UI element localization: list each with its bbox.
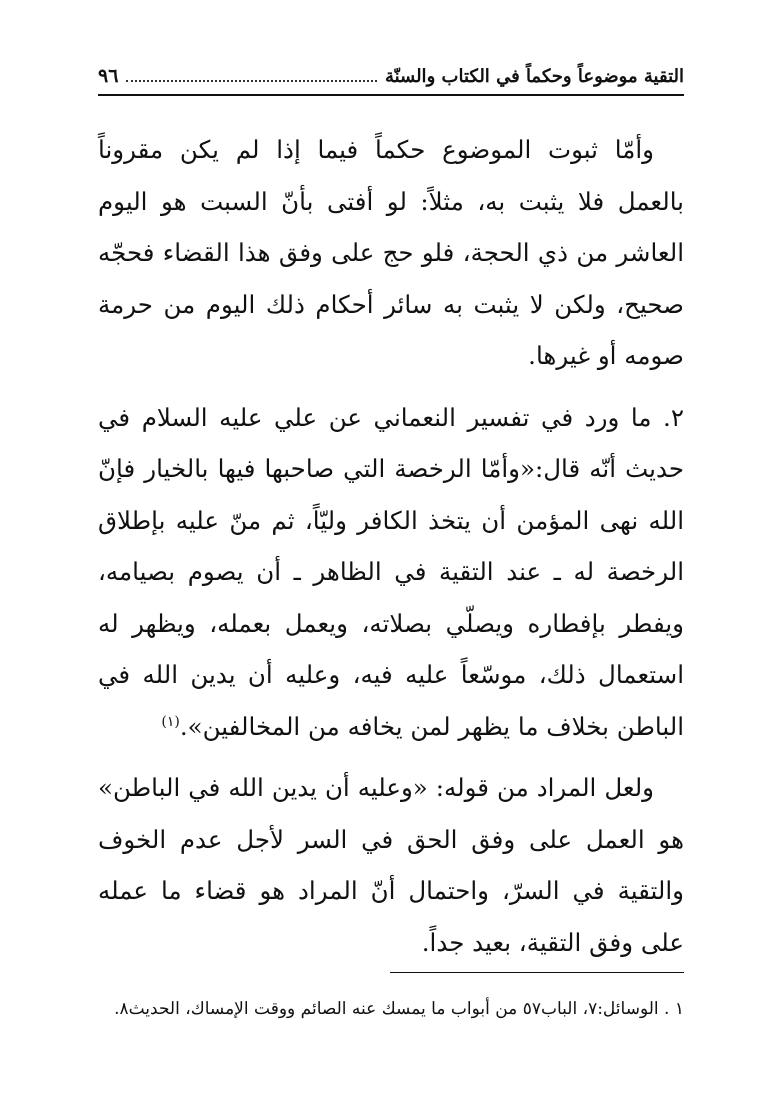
footnotes-section (98, 992, 684, 1026)
footnote-1: ١ . الوسائل:٧، الباب٥٧ من أبواب ما يمسك عنه الصائم ووقت الإمساك، الحديث٨. (114, 999, 684, 1019)
page-number: ٩٦ (98, 65, 119, 87)
header-leader-dots (126, 70, 377, 82)
footnote-reference: (١) (161, 713, 180, 730)
paragraph-2-text: ٢. ما ورد في تفسير النعماني عن علي عليه السلام في حديث أنّه قال:«وأمّا الرخصة التي صاحبها فيها بالخيار فإنّ الله نهى المؤمن أن يتخذ الكافر وليّاً، ثم منّ عليه بإطلاق الرخصة له ـ عند التقية في الظاهر ـ أن يصوم بصيامه، ويفطر بإفطاره ويصلّي بصلاته، ويعمل بعمله، ويظهر له استعمال ذلك، موسّعاً عليه فيه، وعليه أن يدين الله في الباطن بخلاف ما يظهر لمن يخافه من المخالفين». (98, 402, 684, 741)
page-header (98, 58, 684, 96)
main-text (98, 124, 684, 978)
paragraph-2 (98, 392, 684, 753)
paragraph-3: ولعل المراد من قوله: «وعليه أن يدين الله في الباطن» هو العمل على وفق الحق في السر لأجل عدم الخوف والتقية في السرّ، واحتمال أنّ المراد هو قضاء ما عمله على وفق التقية، بعيد جداً. (98, 773, 684, 957)
running-title: التقية موضوعاً وحكماً في الكتاب والسنّة (384, 65, 684, 87)
footnote-separator (390, 972, 684, 973)
paragraph-1: وأمّا ثبوت الموضوع حكماً فيما إذا لم يكن مقروناً بالعمل فلا يثبت به، مثلاً: لو أفتى بأنّ السبت هو اليوم العاشر من ذي الحجة، فلو حج على وفق هذا القضاء فحجّه صحيح، ولكن لا يثبت به سائر أحكام ذلك اليوم من حرمة صومه أو غيرها. (98, 135, 684, 370)
